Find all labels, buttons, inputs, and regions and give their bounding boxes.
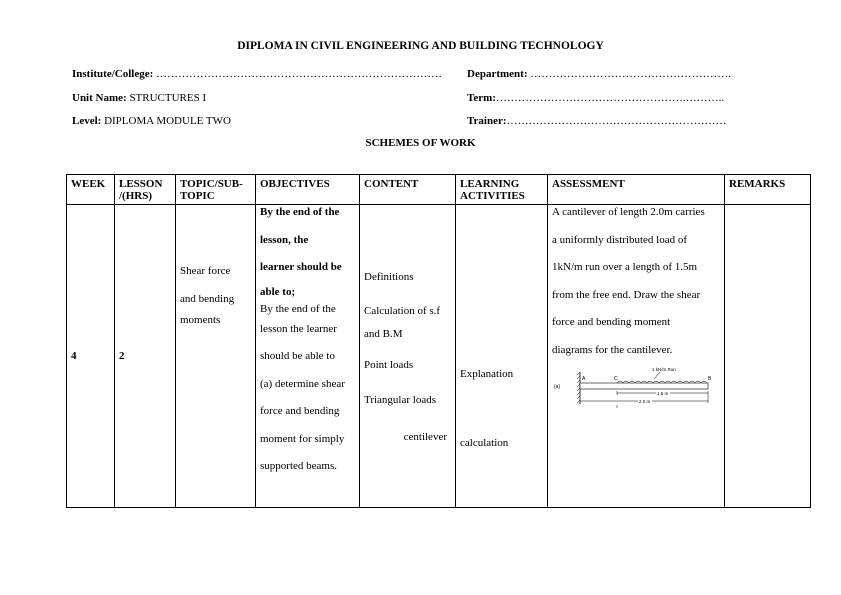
document-title: DIPLOMA IN CIVIL ENGINEERING AND BUILDING TECHNOLOGY [237,40,604,52]
level-label: Level: [72,115,102,127]
cell-objectives: By the end of the lesson, the learner should be able to; By the end of the lesson the learner should be able to (a) determine shear force and bending moment for simply supported beams. [256,205,360,508]
trainer-field [467,115,727,127]
schemes-of-work-table [66,174,811,508]
institute-value: …………………………………………………………………… [153,68,443,80]
term-label: Term: [467,92,496,104]
cell-lesson: 2 [115,205,176,508]
trainer-value: …………………………………………………… [506,115,727,127]
header-assessment: ASSESSMENT [548,175,725,205]
svg-text:(a): (a) [554,384,561,390]
svg-text:C: C [614,376,618,382]
cell-topic: Shear force and bending moments [176,205,256,508]
level-field [72,115,231,127]
header-content: CONTENT [360,175,456,205]
institute-field [72,68,442,80]
unit-name-value: STRUCTURES I [126,92,207,104]
svg-text:1 kN/m Run: 1 kN/m Run [652,367,676,372]
table-row [67,205,811,508]
cell-remarks [725,205,811,508]
trainer-label: Trainer: [467,115,507,127]
svg-text:1.5 m: 1.5 m [657,391,669,396]
svg-text:A: A [582,376,586,382]
cell-week: 4 [67,205,115,508]
cell-content: Definitions Calculation of s.f and B.M Point loads Triangular loads centilever [360,205,456,508]
level-value: DIPLOMA MODULE TWO [101,115,231,127]
department-value: ………………………………………………. [527,68,731,80]
department-field [467,68,731,80]
cell-learning-activities: Explanation calculation [456,205,548,508]
institute-label: Institute/College: [72,68,154,80]
header-topic: TOPIC/SUB- TOPIC [176,175,256,205]
unit-name-field [72,92,206,104]
svg-text:B: B [708,376,712,382]
cantilever-diagram [552,366,722,414]
term-field [467,92,724,104]
header-week: WEEK [67,175,115,205]
section-title: SCHEMES OF WORK [365,137,476,149]
department-label: Department: [467,68,528,80]
header-objectives: OBJECTIVES [256,175,360,205]
header-remarks: REMARKS [725,175,811,205]
header-lesson: LESSON /(HRS) [115,175,176,205]
svg-text:2.0 m: 2.0 m [639,399,651,404]
unit-name-label: Unit Name: [72,92,127,104]
cell-assessment: A cantilever of length 2.0m carries a uniformly distributed load of 1kN/m run over a length of 1.5m from the free end. Draw the shear force and bending moment diagrams for the cantilever. (a) A C B 1 kN/m Run 1.5 m 2.0 m [548,205,725,508]
term-value: …………………………………………….……….. [495,92,725,104]
header-learning-activities: LEARNING ACTIVITIES [456,175,548,205]
